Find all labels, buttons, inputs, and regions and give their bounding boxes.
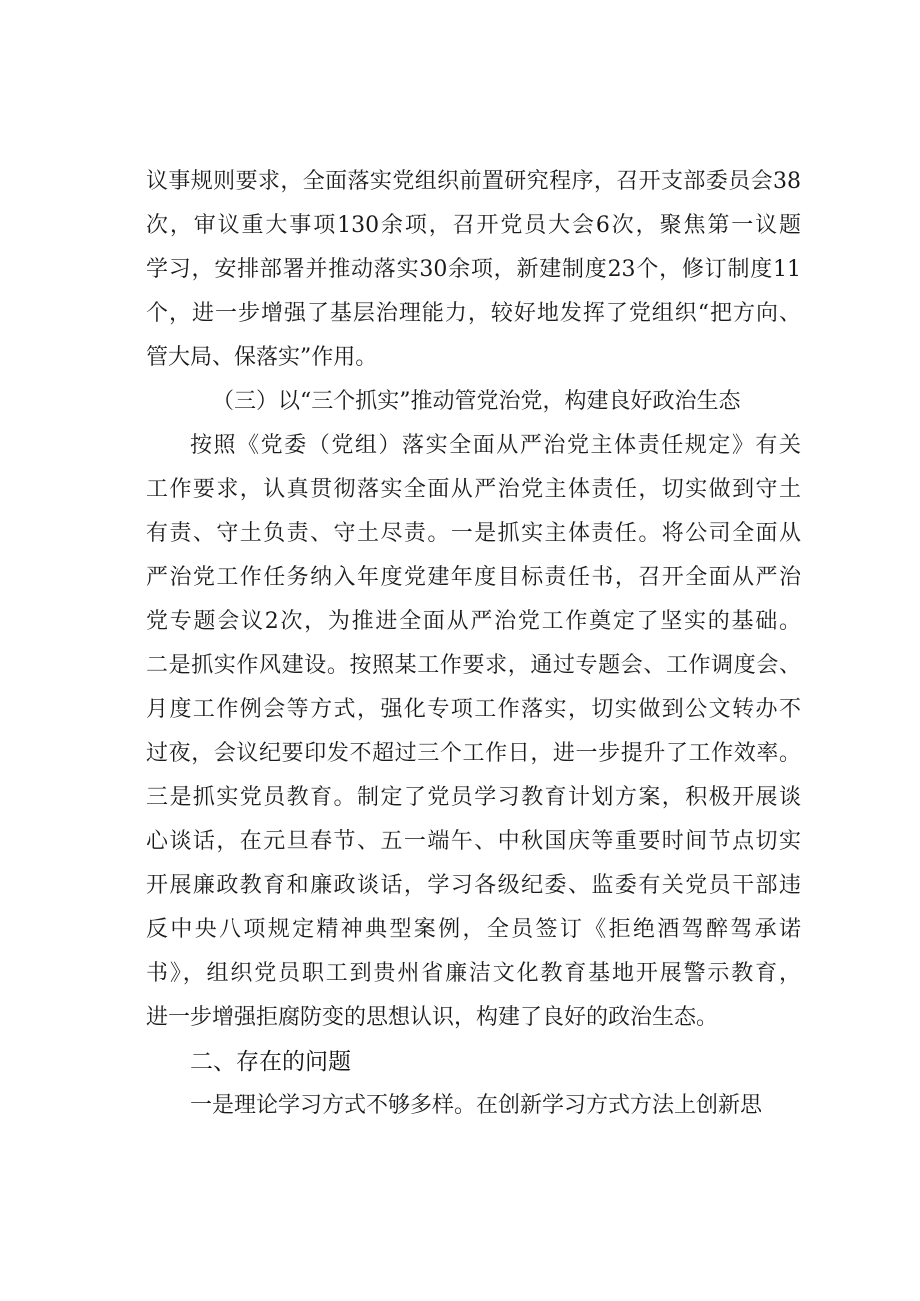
paragraph-line: 党专题会议2次，为推进全面从严治党工作奠定了坚实的基础。 — [146, 609, 801, 634]
paragraph-line: 学习，安排部署并推动落实30余项，新建制度23个，修订制度11 — [146, 257, 801, 282]
paragraph-line: 书》，组织党员职工到贵州省廉洁文化教育基地开展警示教育， — [146, 961, 801, 986]
paragraph-line: 按照《党委（党组）落实全面从严治党主体责任规定》有关 — [190, 433, 801, 458]
paragraph-line: 反中央八项规定精神典型案例，全员签订《拒绝酒驾醉驾承诺 — [146, 917, 801, 942]
paragraph-line: 心谈话，在元旦春节、五一端午、中秋国庆等重要时间节点切实 — [146, 829, 801, 854]
paragraph-line: 月度工作例会等方式，强化专项工作落实，切实做到公文转办不 — [146, 697, 801, 722]
paragraph-line: 有责、守土负责、守土尽责。一是抓实主体责任。将公司全面从 — [146, 521, 801, 546]
paragraph-line: 二是抓实作风建设。按照某工作要求，通过专题会、工作调度会、 — [146, 653, 801, 678]
paragraph-line: 工作要求，认真贯彻落实全面从严治党主体责任，切实做到守土 — [146, 477, 801, 502]
paragraph-governance-results — [146, 160, 801, 380]
paragraph-line: 管大局、保落实”作用。 — [146, 345, 378, 370]
paragraph-line: 次，审议重大事项130余项，召开党员大会6次，聚焦第一议题 — [146, 213, 801, 238]
section-subheading-3: （三）以“三个抓实”推动管党治党，构建良好政治生态 — [212, 389, 741, 414]
paragraph-line: 开展廉政教育和廉政谈话，学习各级纪委、监委有关党员干部违 — [146, 873, 801, 898]
paragraph-party-discipline — [146, 424, 801, 1040]
paragraph-line: 三是抓实党员教育。制定了党员学习教育计划方案，积极开展谈 — [146, 785, 801, 810]
paragraph-line: 议事规则要求，全面落实党组织前置研究程序，召开支部委员会38 — [146, 169, 801, 194]
paragraph-line: 进一步增强拒腐防变的思想认识，构建了良好的政治生态。 — [146, 1005, 719, 1030]
paragraph-line: 个，进一步增强了基层治理能力，较好地发挥了党组织“把方向、 — [146, 301, 801, 326]
document-body — [146, 160, 801, 1128]
section-heading-issues: 二、存在的问题 — [190, 1049, 351, 1075]
paragraph-line: 过夜，会议纪要印发不超过三个工作日，进一步提升了工作效率。 — [146, 741, 801, 766]
paragraph-issues — [146, 1084, 801, 1128]
paragraph-line: 严治党工作任务纳入年度党建年度目标责任书，召开全面从严治 — [146, 565, 801, 590]
paragraph-line: 一是理论学习方式不够多样。在创新学习方式方法上创新思 — [190, 1093, 763, 1118]
